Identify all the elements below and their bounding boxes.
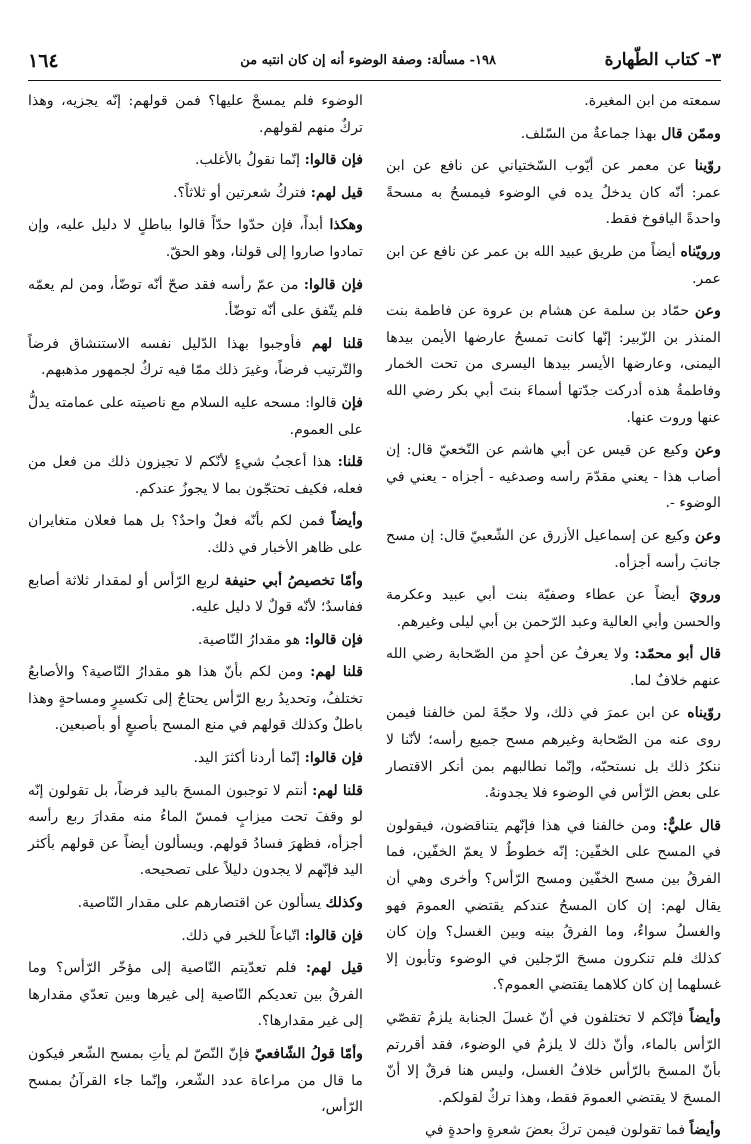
paragraph-text: إنّما أردنا أكثرَ اليد. (193, 750, 305, 767)
paragraph-text: أبداً، فإن حدّوا حدّاً قالوا بباطلٍ لا دليل عليه، وإن تمادوا صاروا إلى قولنا، وهو الحقّ. (28, 217, 363, 260)
paragraph-lead: وأيضاً (331, 513, 363, 530)
paragraph-text: لربع الرّأس أو لمقدار ثلاثة أصابع ففاسدٌ؛ لأنّه قولٌ لا دليل عليه. (28, 572, 363, 616)
paragraph (386, 1005, 721, 1111)
paragraph-lead: روّيناه (687, 705, 721, 722)
paragraph-text: فلم تعدّيتم النّاصية إلى مؤخّر الرّأس؟ وما الفرقُ بين تعديكم النّاصية إلى غيرها وبين تعدّي مقدارها إلى غير مقدارها؟. (28, 960, 363, 1030)
paragraph-lead: وعن (694, 527, 721, 544)
paragraph (28, 88, 363, 141)
paragraph (386, 153, 721, 233)
paragraph-lead: قلنا لهم: (310, 664, 363, 681)
paragraph-lead: قلنا: (337, 454, 363, 471)
paragraph (28, 659, 363, 739)
paragraph-text: يسألون عن اقتصارهم على مقدار النّاصية. (77, 895, 326, 912)
paragraph-lead: فإن قالوا: (304, 631, 363, 648)
paragraph-text: عن معمر عن أيّوب السّختياني عن نافع عن ابن عمر: أنّه كان يدخلُ يده في الوضوء فيمسحُ به مسحةً واحدةً اليافوخ فقط. (386, 158, 721, 228)
paragraph (386, 523, 721, 576)
paragraph-text: فإنّ النّصّ لم يأتِ بمسح الشّعر فيكون ما قال من مراعاة عدد الشّعر، وإنّما جاء القرآنُ بمسح الرّأس، (28, 1046, 363, 1116)
paragraph-text: أيضاً عن عطاء وصفيّة بنت أبي عبيد وعكرمة والحسن وأبي العالية وعبد الرّحمن بن أبي ليلى وغيرهم. (386, 587, 721, 630)
left-column (28, 88, 364, 1116)
paragraph (28, 923, 363, 950)
paragraph-text: هو مقدارُ النّاصية. (197, 631, 305, 648)
paragraph-text: فأوجبوا بهذا الدّليل نفسه الاستنشاق فرضاً والتّرتيب فرضاً، وغيرَ ذلك ممّا فيه تركٌ لجمهور مذهبهم. (28, 335, 363, 379)
paragraph-text: عن ابن عمرَ في ذلك، ولا حجّةَ لمن خالفنا فيمن روى عنه من الصّحابة وغيرهم مسح جميع رأسه؛ لأنّنا لا ننكرُ ذلك بل نستحبّه، وإنّما نطالبهم بمن أنكر الاقتصار على بعض الرّأس في الوضوء فلا يجدونهُ. (386, 705, 721, 802)
paragraph (28, 147, 363, 174)
paragraph-lead: روّينا (694, 158, 721, 175)
paragraph-text: فتركُ شعرتين أو ثلاثاً؟. (172, 184, 311, 201)
paragraph-text: وكيع عن قيس عن أبي هاشم عن النّخعيّ قال: إن أصاب هذا - يعني مقدّمَ راسه وصدغيه - أجزاه - يعني في الوضوء -. (386, 442, 721, 512)
paragraph-lead: وكذلك (325, 895, 363, 912)
paragraph-text: ومن خالفنا في هذا فإنّهم يتناقضون، فيقولون في المسح على الخفّين: إنّه خطوطٌ لا يعمّ الخفّين، فما الفرقُ بين مسح الخفّين ومسح الرّأس؟ وأخرى وهي أن يقال لهم: إن كان المسحُ عندكم يقتضي العمومَ فهو والغسلُ سواءٌ، وما الفرقُ بينه وبين الغسل؟ وإن كان كذلك فلم تنكرون مسحَ الرّجلين في الوضوء وتأبون إلا غسلهما إن كان كلاهما يقتضي العموم؟. (386, 817, 721, 994)
paragraph (386, 437, 721, 517)
paragraph-text: فإنّكم لا تختلفون في أنّ غسلَ الجنابة يلزمُ تقصّي الرّأس بالماء، وأنّ ذلك لا يلزمُ في الوضوء، فقد أقررتم بأنّ المسحَ بالرّأس خلافُ الغسل، وليس هنا فرقٌ إلا أنّ المسحَ لا يقتضي العمومَ فقط، وهذا تركٌ لقولكم. (386, 1010, 721, 1106)
paragraph-lead: ورويّناه (680, 243, 721, 260)
paragraph-text: وكيع عن إسماعيل الأزرق عن الشّعبيّ قال: إن مسح جانبَ رأسه أجزأه. (386, 527, 721, 571)
paragraph (386, 239, 721, 292)
paragraph-lead: قال أبو محمّد: (634, 646, 721, 663)
paragraph-lead: وعن (694, 442, 721, 459)
paragraph-text: فما تقولون فيمن تركَ بعضَ شعرةٍ واحدةٍ في (424, 1122, 690, 1139)
chapter-title: ٣- كتاب الطّهارة (604, 50, 721, 70)
paragraph-text: إنّما نقولُ بالأغلب. (194, 152, 305, 169)
paragraph (28, 272, 363, 325)
paragraph-lead: فإن قالوا: (304, 927, 363, 944)
paragraph (28, 745, 363, 772)
paragraph-text: من عمّ رأسه فقد صحّ أنّه توضّأ، ومن لم يعمّه فلم يتّفق على أنّه توضّأ. (28, 276, 363, 320)
paragraph-lead: قال عليٌّ: (662, 817, 721, 834)
paragraph-lead: وأمّا تخصيصُ أبي حنيفة (224, 572, 364, 589)
paragraph-text: قالوا: مسحه عليه السلام مع ناصيته على عمامته يدلُّ على العموم. (28, 394, 363, 438)
paragraph (28, 955, 363, 1035)
paragraph (28, 180, 363, 207)
paragraph (28, 1041, 363, 1121)
paragraph (386, 298, 721, 431)
paragraph-text: أنتم لا توجبون المسحَ باليد فرضاً، بل تقولون إنّه لو وقفَ تحت ميزابٍ فمسّ الماءُ منه مقدارَ ربع رأسه أجزأه، فظهرَ فسادُ قولهم. ويسألون أيضاً عن قولهم بأكثر اليد فإنّهم لا يجدون دليلاً على تصحيحه. (28, 782, 363, 879)
paragraph-lead: وعن (694, 303, 721, 320)
paragraph (386, 641, 721, 694)
paragraph-lead: وممّن قال (661, 125, 721, 142)
header-rule (28, 80, 721, 81)
paragraph-lead: فإن قالوا: (304, 152, 363, 169)
paragraph-lead: قيل لهم: (310, 184, 363, 201)
paragraph-text: أيضاً من طريق عبيد الله بن عمر عن نافع عن ابن عمر. (386, 243, 721, 287)
paragraph-text: هذا أعجبُ شيءٍ لأنّكم لا تجيزون ذلك من فعل من فعله، فكيف تحتجّون بما لا يجوزُ عندكم. (28, 454, 363, 497)
paragraph (386, 813, 721, 999)
paragraph (28, 627, 363, 654)
paragraph-text: فمن لكم بأنّه فعلٌ واحدٌ؟ بل هما فعلان متغايران على ظاهر الأخبار في ذلك. (28, 513, 363, 556)
paragraph (386, 700, 721, 806)
paragraph-lead: وهكذا (329, 217, 363, 234)
paragraph (28, 449, 363, 502)
paragraph (28, 390, 363, 443)
paragraph (386, 582, 721, 635)
paragraph-lead: وأيضاً (689, 1122, 721, 1139)
page-header (28, 48, 721, 80)
paragraph-lead: فإن (341, 394, 363, 411)
paragraph-lead: قيل لهم: (305, 960, 363, 977)
paragraph (28, 890, 363, 917)
paragraph-text: بهذا جماعةٌ من السّلف. (520, 125, 662, 142)
right-column (386, 88, 721, 1139)
running-title: ١٩٨- مسألة: وصفة الوضوء أنه إن كان انتبه من (240, 53, 496, 68)
paragraph (386, 88, 721, 115)
paragraph-lead: قلنا لهم: (312, 782, 363, 799)
paragraph (28, 331, 363, 384)
paragraph-text: ولا يعرفُ عن أحدٍ من الصّحابة رضي الله عنهم خلافٌ لما. (386, 646, 721, 689)
paragraph-text: اتّباعاً للخبر في ذلك. (181, 927, 305, 944)
paragraph (28, 508, 363, 561)
paragraph-lead: ورويَ (689, 587, 721, 604)
paragraph-lead: وأمّا قولُ الشّافعيّ (254, 1046, 363, 1062)
paragraph (28, 778, 363, 884)
paragraph-text: ومن لكم بأنّ هذا هو مقدارُ النّاصية؟ والأصابعُ تختلفُ، وتحديدُ ربع الرّأس يحتاجُ إلى تكسيرٍ ومساحةٍ وهذا باطلٌ وكذلك قولهم في منع المسح بأصبعٍ أو بأصبعين. (28, 664, 363, 734)
paragraph-text: حمّاد بن سلمة عن هشام بن عروة عن فاطمة بنت المنذر بن الزّبير: إنّها كانت تمسحُ عارضها الأيمن بيدها اليمنى، وعارضها الأيسر بيدها اليسرى من تحت الخمار وفاطمةُ هذه أدركت جدّتها أسماءَ بنتَ أبي بكر رضي الله عنها وروت عنها. (386, 303, 721, 426)
paragraph (28, 568, 363, 621)
paragraph-text: الوضوء فلم يمسحْ عليها؟ فمن قولهم: إنّه يجزيه، وهذا تركٌ منهم لقولهم. (28, 93, 363, 136)
page-number: ١٦٤ (28, 50, 59, 72)
paragraph (386, 1117, 721, 1144)
paragraph-lead: فإن قالوا: (304, 750, 363, 767)
paragraph-text: سمعته من ابن المغيرة. (584, 93, 721, 109)
paragraph-lead: وأيضاً (689, 1010, 721, 1026)
paragraph (386, 121, 721, 148)
paragraph-lead: قلنا لهم (311, 335, 363, 352)
paragraph-lead: فإن قالوا: (303, 276, 363, 293)
paragraph (28, 212, 363, 265)
